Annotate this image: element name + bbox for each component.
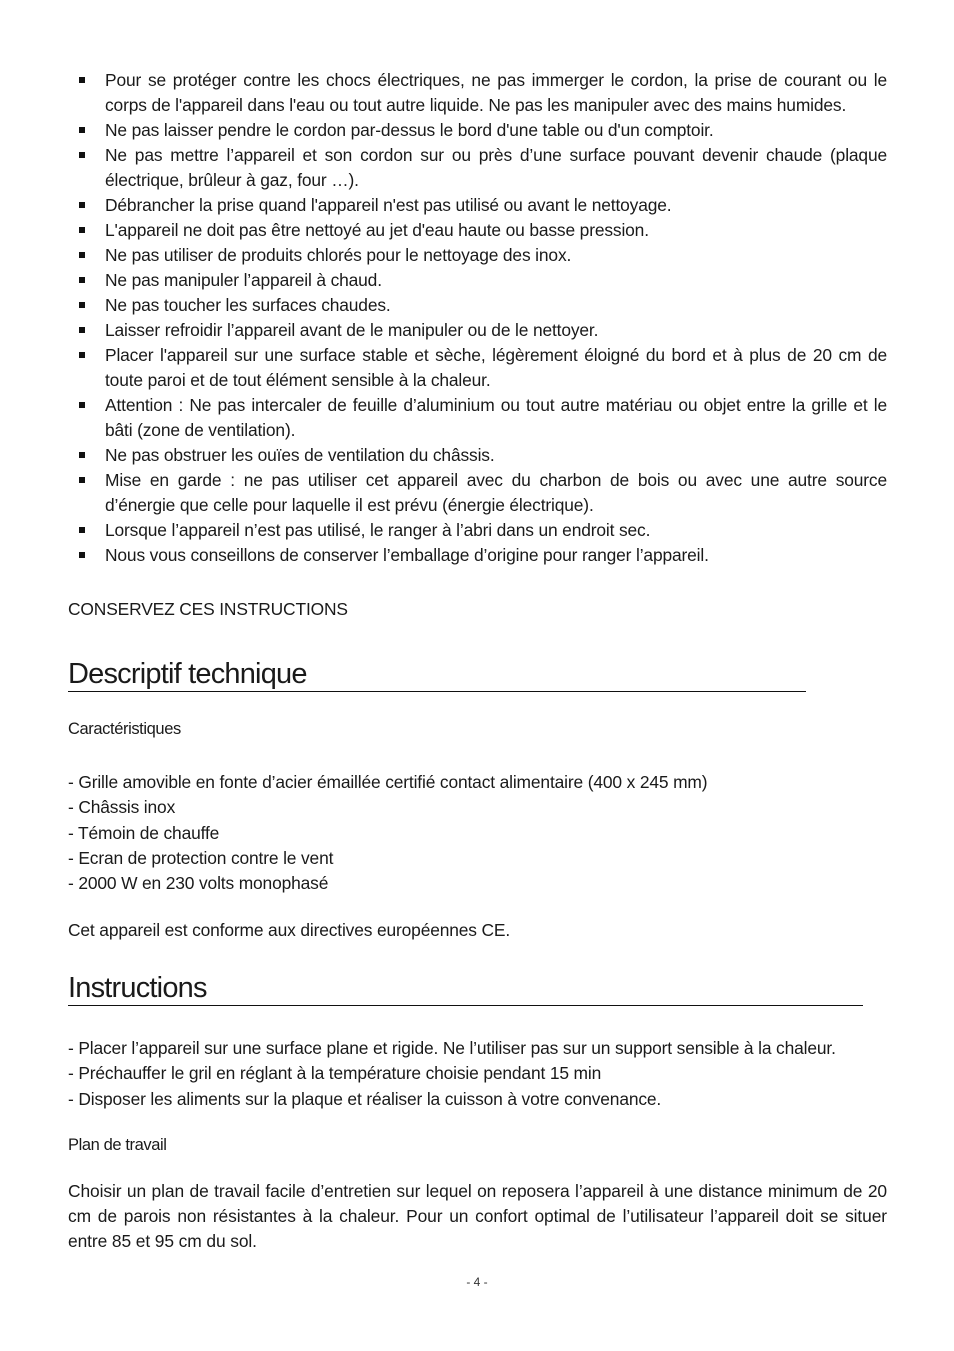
square-bullet-icon xyxy=(79,452,85,458)
list-item: Ne pas mettre l’appareil et son cordon sur ou près d’une surface pouvant devenir chaude (plaque électrique, brûleur à gaz, four …). xyxy=(68,143,887,193)
instructions-list xyxy=(68,1036,836,1112)
list-item: Ne pas manipuler l’appareil à chaud. xyxy=(68,268,887,293)
square-bullet-icon xyxy=(79,152,85,158)
square-bullet-icon xyxy=(79,327,85,333)
square-bullet-icon xyxy=(79,77,85,83)
square-bullet-icon xyxy=(79,552,85,558)
list-item: Pour se protéger contre les chocs électriques, ne pas immerger le cordon, la prise de courant ou le corps de l'appareil dans l'eau ou tout autre liquide. Ne pas les manipuler avec des mains humides. xyxy=(68,68,887,118)
list-item: Ne pas toucher les surfaces chaudes. xyxy=(68,293,887,318)
list-item: - Grille amovible en fonte d’acier émaillée certifié contact alimentaire (400 x 245 mm) xyxy=(68,772,708,792)
square-bullet-icon xyxy=(79,202,85,208)
list-item: - Placer l’appareil sur une surface plane et rigide. Ne l’utiliser pas sur un support sensible à la chaleur. xyxy=(68,1038,836,1058)
square-bullet-icon xyxy=(79,252,85,258)
square-bullet-icon xyxy=(79,127,85,133)
section-heading-instructions: Instructions xyxy=(68,971,863,1006)
list-item: Lorsque l’appareil n’est pas utilisé, le ranger à l’abri dans un endroit sec. xyxy=(68,518,887,543)
list-item: Attention : Ne pas intercaler de feuille d’aluminium ou tout autre matériau ou objet entre la grille et le bâti (zone de ventilation). xyxy=(68,393,887,443)
list-item: - Préchauffer le gril en réglant à la température choisie pendant 15 min xyxy=(68,1063,602,1084)
conserve-instructions-text: CONSERVEZ CES INSTRUCTIONS xyxy=(68,599,348,619)
list-item: - Témoin de chauffe xyxy=(68,822,220,843)
subheading-caracteristiques: Caractéristiques xyxy=(68,720,181,738)
list-item: - Disposer les aliments sur la plaque et réaliser la cuisson à votre convenance. xyxy=(68,1088,662,1109)
square-bullet-icon xyxy=(79,402,85,408)
specs-list xyxy=(68,770,707,896)
list-item: Nous vous conseillons de conserver l’emballage d’origine pour ranger l’appareil. xyxy=(68,543,887,568)
safety-bullet-list xyxy=(68,68,887,568)
section-heading-descriptif: Descriptif technique xyxy=(68,657,806,692)
square-bullet-icon xyxy=(79,477,85,483)
list-item: Mise en garde : ne pas utiliser cet appareil avec du charbon de bois ou avec une autre source d’énergie que celle pour laquelle il est prévu (énergie électrique). xyxy=(68,468,887,518)
list-item: Débrancher la prise quand l'appareil n'est pas utilisé ou avant le nettoyage. xyxy=(68,193,887,218)
list-item: Placer l'appareil sur une surface stable et sèche, légèrement éloigné du bord et à plus de 20 cm de toute paroi et de tout élément sensible à la chaleur. xyxy=(68,343,887,393)
square-bullet-icon xyxy=(79,352,85,358)
square-bullet-icon xyxy=(79,302,85,308)
square-bullet-icon xyxy=(79,277,85,283)
list-item: - Châssis inox xyxy=(68,797,176,818)
list-item: Laisser refroidir l’appareil avant de le manipuler ou de le nettoyer. xyxy=(68,318,887,343)
list-item: L'appareil ne doit pas être nettoyé au jet d'eau haute ou basse pression. xyxy=(68,218,887,243)
list-item: Ne pas utiliser de produits chlorés pour le nettoyage des inox. xyxy=(68,243,887,268)
page-number: - 4 - xyxy=(466,1275,488,1289)
subheading-plan-de-travail: Plan de travail xyxy=(68,1136,167,1154)
list-item: - Ecran de protection contre le vent xyxy=(68,847,334,868)
square-bullet-icon xyxy=(79,527,85,533)
list-item: - 2000 W en 230 volts monophasé xyxy=(68,873,329,894)
list-item: Ne pas obstruer les ouïes de ventilation du châssis. xyxy=(68,443,887,468)
conformity-text: Cet appareil est conforme aux directives européennes CE. xyxy=(68,920,511,940)
list-item: Ne pas laisser pendre le cordon par-dessus le bord d'une table ou d'un comptoir. xyxy=(68,118,887,143)
square-bullet-icon xyxy=(79,227,85,233)
plan-de-travail-text: Choisir un plan de travail facile d’entretien sur lequel on reposera l’appareil à une distance minimum de 20 cm de parois non résistantes à la chaleur. Pour un confort optimal de l’utilisateur l’appareil doit se situer entre 85 et 95 cm du sol. xyxy=(68,1181,887,1251)
